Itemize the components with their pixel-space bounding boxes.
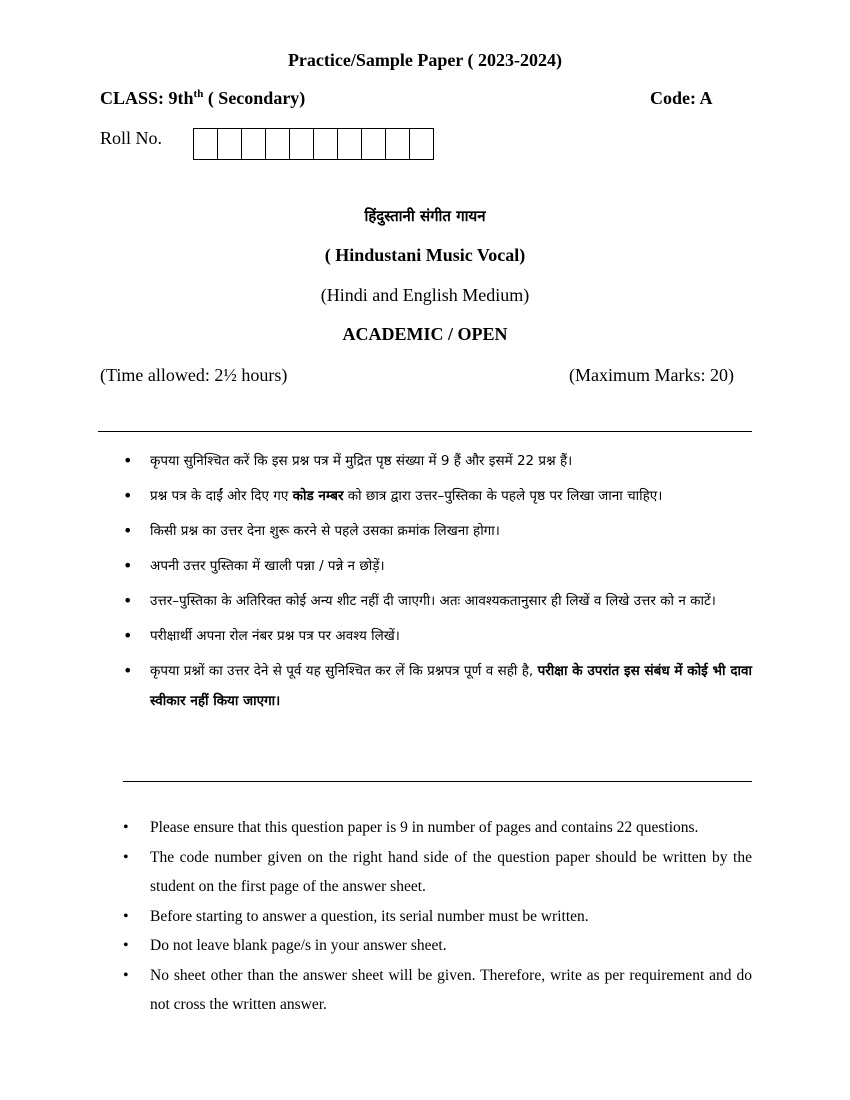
paper-title: Practice/Sample Paper ( 2023-2024) [287,50,563,70]
subject-title-hindi: हिंदुस्तानी संगीत गायन [364,207,486,225]
roll-number-box[interactable] [361,128,386,160]
hindi-instructions-list [123,446,752,721]
hindi-instruction-3: • किसी प्रश्न का उत्तर देना शुरू करने से पहले उसका क्रमांक लिखना होगा। [123,516,752,546]
roll-number-box[interactable] [409,128,434,160]
roll-number-box[interactable] [265,128,290,160]
time-allowed: (Time allowed: 2½ hours) [100,365,288,385]
hindi-instruction-7-text: कृपया प्रश्नों का उत्तर देने से पूर्व यह सुनिश्चित कर लें कि प्रश्नपत्र पूर्ण व सही है, [150,663,538,679]
hindi-instruction-2-text-b: को छात्र द्वारा उत्तर–पुस्तिका के पहले पृष्ठ पर लिखा जाना चाहिए। [343,488,663,504]
english-instruction-1: • Please ensure that this question paper is 9 in number of pages and contains 22 questions. [123,813,752,843]
divider-top [98,431,752,432]
roll-number-box[interactable] [337,128,362,160]
hindi-instruction-2-text-a: प्रश्न पत्र के दाईं ओर दिए गए [150,488,293,504]
hindi-instruction-2 [123,481,752,511]
roll-number-label: Roll No. [100,128,163,148]
roll-number-box[interactable] [193,128,218,160]
hindi-instruction-4: • अपनी उत्तर पुस्तिका में खाली पन्ना / पन्ने न छोड़ें। [123,551,752,581]
english-instruction-2: • The code number given on the right hand side of the question paper should be written by the student on the first page of the answer sheet. [123,843,752,902]
class-prefix: CLASS: 9th [100,88,194,108]
roll-number-box[interactable] [241,128,266,160]
hindi-instruction-6: • परीक्षार्थी अपना रोल नंबर प्रश्न पत्र पर अवश्य लिखें। [123,621,752,651]
class-suffix: ( Secondary) [203,88,306,108]
class-superscript: th [193,88,204,100]
subject-title-english: ( Hindustani Music Vocal) [324,245,526,265]
hindi-instruction-2-bold: कोड नम्बर [292,488,344,504]
hindi-instruction-7-bold: परीक्षा के उपरांत इस संबंध में कोई भी दावा स्वीकार नहीं किया जाएगा। [150,663,752,709]
english-instruction-4: • Do not leave blank page/s in your answer sheet. [123,931,752,961]
english-instruction-3: • Before starting to answer a question, its serial number must be written. [123,902,752,932]
english-instructions-list [123,813,752,1020]
medium-label: (Hindi and English Medium) [320,285,530,305]
divider-bottom [123,781,752,782]
roll-number-box[interactable] [313,128,338,160]
roll-number-box[interactable] [385,128,410,160]
roll-number-boxes [193,128,434,160]
stream-label: ACADEMIC / OPEN [342,324,508,344]
hindi-instruction-7 [123,656,752,716]
paper-code: Code: A [650,88,713,108]
maximum-marks: (Maximum Marks: 20) [569,365,734,385]
hindi-instruction-5: • उत्तर–पुस्तिका के अतिरिक्त कोई अन्य शीट नहीं दी जाएगी। अतः आवश्यकतानुसार ही लिखें व लिखे उत्तर को न काटें। [123,586,752,616]
roll-number-box[interactable] [289,128,314,160]
roll-number-box[interactable] [217,128,242,160]
class-label [100,88,305,109]
hindi-instruction-1: • कृपया सुनिश्चित करें कि इस प्रश्न पत्र में मुद्रित पृष्ठ संख्या में 9 हैं और इसमें 22 प्रश्न हैं। [123,446,752,476]
english-instruction-5: • No sheet other than the answer sheet will be given. Therefore, write as per requirement and do not cross the written answer. [123,961,752,1020]
